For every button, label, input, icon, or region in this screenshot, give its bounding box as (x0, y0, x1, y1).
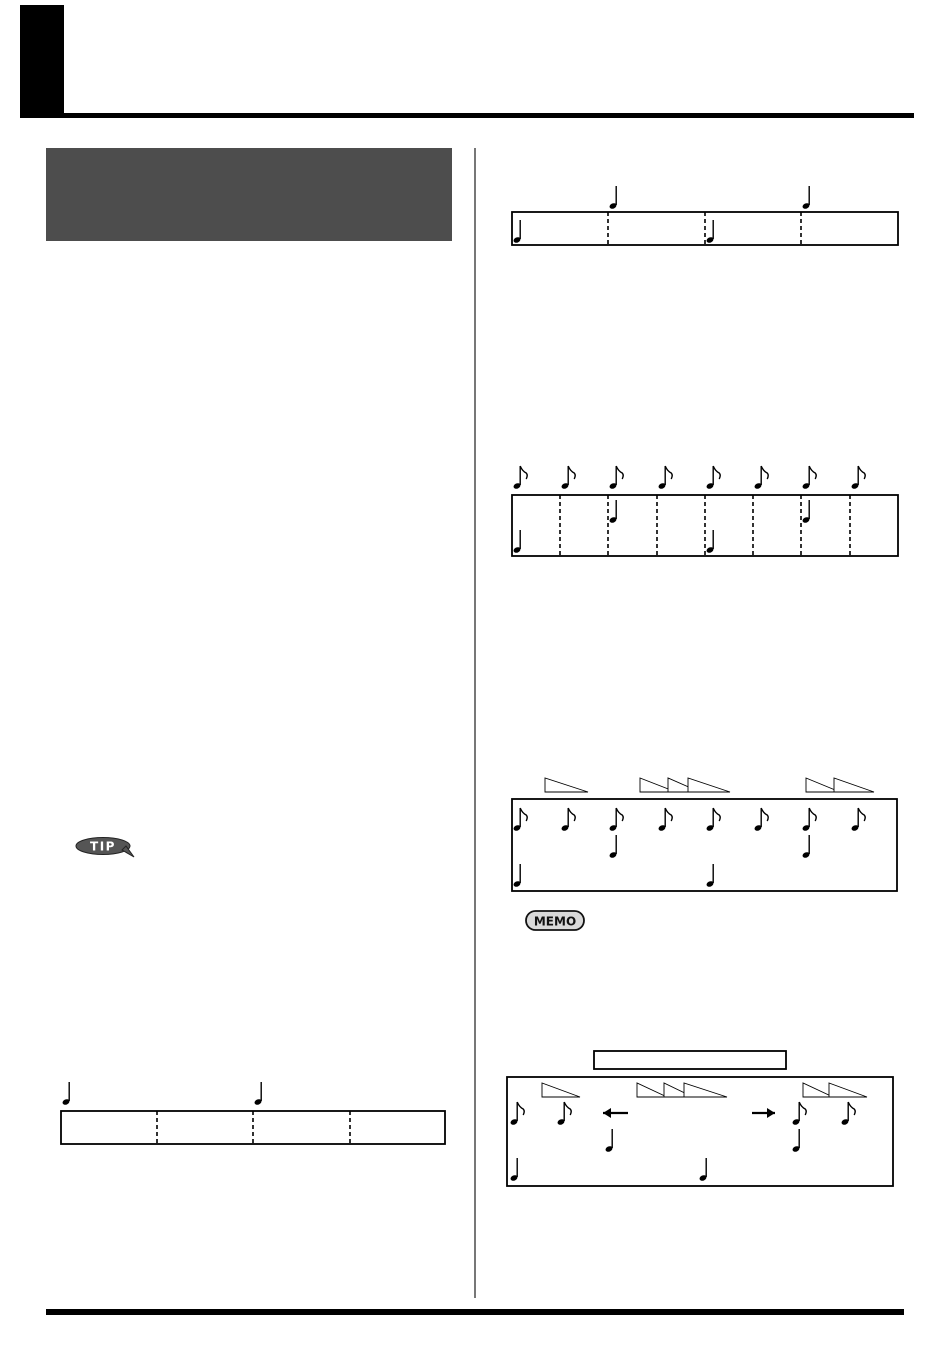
quarter-note-icon (605, 1129, 614, 1153)
eighth-note-icon (658, 466, 673, 490)
memo-badge-label: MEMO (533, 914, 577, 929)
eighth-note-icon (510, 1102, 525, 1126)
eighth-note-icon (513, 466, 528, 490)
decay-triangle-icon (637, 1083, 667, 1097)
quarter-note-icon (609, 835, 618, 859)
quarter-note-icon (510, 1158, 519, 1182)
eighth-note-icon (851, 808, 866, 832)
quarter-note-icon (792, 1129, 801, 1153)
quarter-note-icon (706, 220, 715, 244)
eighth-note-icon (754, 808, 769, 832)
eighth-note-icon (754, 466, 769, 490)
quarter-note-icon (513, 220, 522, 244)
eighth-note-icon (609, 466, 624, 490)
quarter-note-icon (513, 530, 522, 554)
eighth-note-icon (561, 466, 576, 490)
decay-triangle-icon (829, 1083, 867, 1097)
grid-box-d (512, 799, 897, 891)
eighth-note-icon (802, 466, 817, 490)
eighth-note-icon (706, 466, 721, 490)
tip-badge-label: TIP (90, 839, 116, 854)
quarter-note-icon (802, 500, 811, 524)
eighth-note-icon (513, 808, 528, 832)
quarter-note-icon (802, 186, 811, 210)
quarter-note-icon (609, 186, 618, 210)
eighth-note-icon (851, 466, 866, 490)
eighth-note-icon (802, 808, 817, 832)
eighth-note-icon (792, 1102, 807, 1126)
quarter-note-icon (802, 835, 811, 859)
decay-triangle-icon (834, 778, 874, 792)
decay-triangle-icon (545, 778, 588, 792)
eighth-note-icon (658, 808, 673, 832)
quarter-note-icon (254, 1082, 263, 1106)
eighth-note-icon (609, 808, 624, 832)
quarter-note-icon (609, 500, 618, 524)
arrow-left-icon-head (603, 1108, 611, 1118)
decay-triangle-icon (684, 1083, 727, 1097)
decay-triangle-icon (688, 778, 730, 792)
decay-triangle-icon (542, 1083, 580, 1097)
eighth-note-icon (561, 808, 576, 832)
quarter-note-icon (513, 864, 522, 888)
eighth-note-icon (557, 1102, 572, 1126)
arrow-right-icon-head (767, 1108, 775, 1118)
quarter-note-icon (706, 530, 715, 554)
quarter-note-icon (706, 864, 715, 888)
decay-triangle-icon (803, 1083, 833, 1097)
eighth-note-icon (706, 808, 721, 832)
quarter-note-icon (62, 1082, 71, 1106)
eighth-note-icon (841, 1102, 856, 1126)
quarter-note-icon (699, 1158, 708, 1182)
label-box-f (594, 1051, 786, 1069)
